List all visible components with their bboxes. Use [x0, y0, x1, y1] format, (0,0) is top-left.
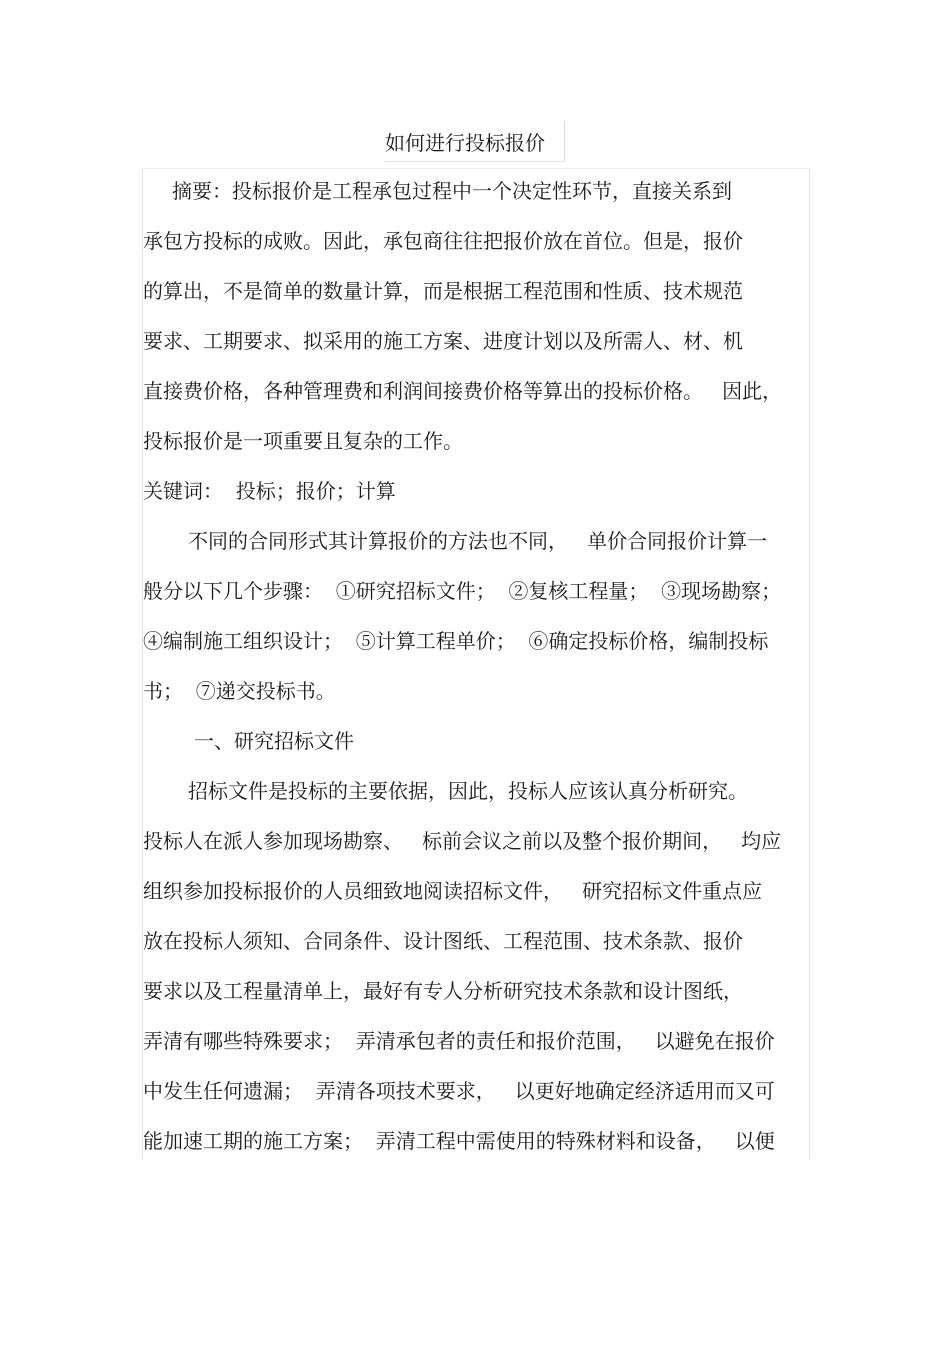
text-line: 要求、工期要求、拟采用的施工方案、进度计划以及所需人、材、机: [143, 329, 743, 353]
text-line: 直接费价格，各种管理费和利润间接费价格等算出的投标价格。 因此，: [143, 379, 783, 403]
text-line: 招标文件是投标的主要依据，因此，投标人应该认真分析研究。: [188, 779, 748, 803]
section-heading: 一、研究招标文件: [194, 729, 354, 753]
text-line: 般分以下几个步骤： ①研究招标文件； ②复核工程量； ③现场勘察；: [143, 579, 782, 603]
content-frame: [142, 168, 810, 1159]
text-line: 中发生任何遗漏； 弄清各项技术要求， 以更好地确定经济适用而又可: [143, 1079, 775, 1103]
page-title: 如何进行投标报价: [385, 131, 545, 155]
text-line: 的算出，不是简单的数量计算，而是根据工程范围和性质、技术规范: [143, 279, 743, 303]
text-line: 放在投标人须知、合同条件、设计图纸、工程范围、技术条款、报价: [143, 929, 743, 953]
text-line: 组织参加投标报价的人员细致地阅读招标文件， 研究招标文件重点应: [143, 879, 763, 903]
text-line: 弄清有哪些特殊要求； 弄清承包者的责任和报价范围， 以避免在报价: [143, 1029, 775, 1053]
text-line: 摘要：投标报价是工程承包过程中一个决定性环节，直接关系到: [172, 179, 732, 203]
text-line: 投标人在派人参加现场勘察、 标前会议之前以及整个报价期间， 均应: [143, 829, 782, 853]
text-line: 能加速工期的施工方案； 弄清工程中需使用的特殊材料和设备， 以便: [143, 1129, 775, 1153]
text-line: 投标报价是一项重要且复杂的工作。: [143, 429, 463, 453]
text-line: 书； ⑦递交投标书。: [143, 679, 336, 703]
text-line: 要求以及工程量清单上，最好有专人分析研究技术条款和设计图纸，: [143, 979, 743, 1003]
text-line: 承包方投标的成败。因此，承包商往往把报价放在首位。但是，报价: [143, 229, 743, 253]
keywords-line: 关键词： 投标；报价；计算: [143, 479, 396, 503]
text-line: 不同的合同形式其计算报价的方法也不同， 单价合同报价计算一: [188, 529, 768, 553]
text-line: ④编制施工组织设计； ⑤计算工程单价； ⑥确定投标价格，编制投标: [143, 629, 769, 653]
